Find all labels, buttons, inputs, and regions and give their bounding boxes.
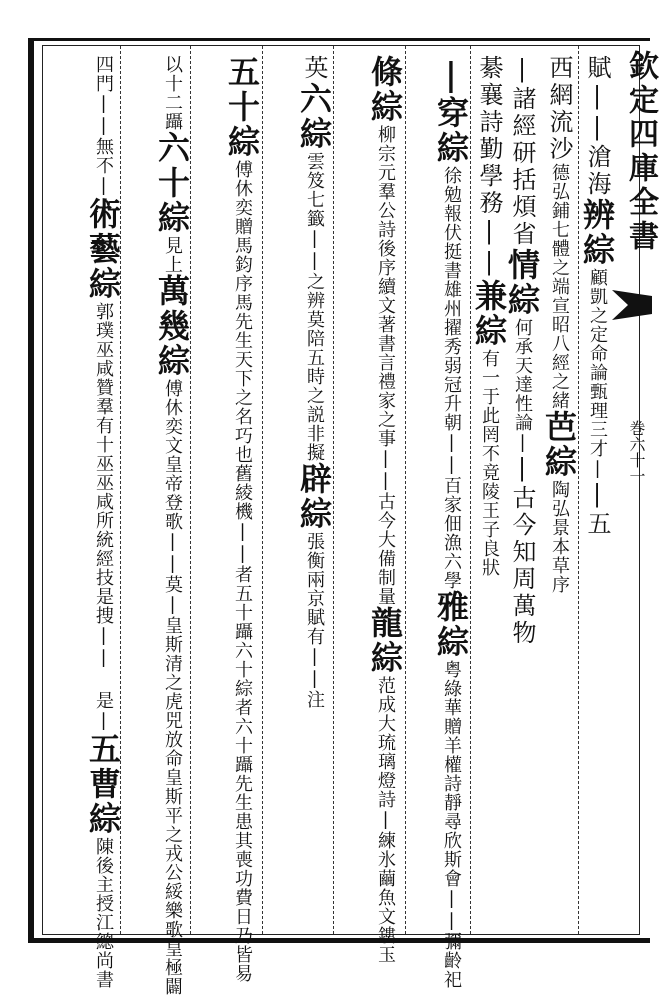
col3-text: |諸經研括煩省 — [508, 55, 536, 248]
col7-heading-2: 辟綜 — [295, 462, 333, 532]
col6-heading: 條綜 — [366, 55, 404, 125]
col4-heading: 兼綜 — [470, 279, 508, 349]
column-divider — [405, 46, 406, 934]
text-column-2 — [540, 55, 576, 920]
col10-tail: 陳後主授江總尚書 — [93, 837, 114, 989]
col9-note: 見上 — [162, 236, 183, 274]
col7-tail: 張衡兩京賦有||注 — [304, 532, 325, 709]
col4-text: 綦襄詩勤學務|| — [475, 55, 503, 279]
col1-tail: |五 — [583, 480, 611, 538]
col10-heading: 術藝綜 — [84, 197, 122, 302]
col7-text: 英 — [300, 55, 328, 82]
column-divider — [333, 46, 334, 934]
col3-tail: |古今知周萬物 — [508, 454, 536, 647]
text-column-1 — [578, 55, 614, 920]
col9-heading: 六十綜 — [153, 131, 191, 236]
column-divider — [470, 46, 471, 934]
col9-text: 以十二躡 — [162, 55, 183, 131]
col4-note: 有一于此罔不竟陵王子良狀 — [479, 349, 500, 577]
col2-text: 西網流沙 — [545, 55, 573, 163]
col5-tail: 粤綠華贈羊權詩靜尋欣斯會||彌齡祀 — [441, 660, 462, 989]
col6-tail: 范成大琉璃燈詩|練氷繭魚文鏤玉 — [375, 676, 396, 964]
text-column-8 — [193, 55, 261, 983]
col2-note: 德弘鋪七體之端宣昭八經之緒 — [549, 163, 570, 410]
text-column-6 — [336, 55, 404, 964]
col9-tail: 傅休奕文皇帝登歌||莫|皇斯清之虎兕放命皇斯平之戎公綏樂歌皇極闢 — [162, 379, 183, 996]
col1-text: 賦||滄海 — [583, 55, 611, 198]
col1-note: 顧凱之定命論甄理三才| — [587, 268, 608, 480]
col7-note: 雲笈七籤||之辨莫陪五時之説非擬 — [304, 152, 325, 462]
col9-heading-2: 萬幾綜 — [153, 274, 191, 379]
col6-heading-2: 龍綜 — [366, 606, 404, 676]
column-divider — [262, 46, 263, 934]
col8-heading: 五十綜 — [223, 55, 261, 160]
text-column-7 — [265, 55, 331, 920]
col1-heading: 辨綜 — [578, 198, 616, 268]
col10-heading-2: 五曹綜 — [84, 732, 122, 837]
margin-title: 欽定四庫全書 — [623, 50, 658, 254]
text-column-4 — [472, 55, 506, 920]
col2-tail: 陶弘景本草序 — [549, 480, 570, 594]
text-column-10 — [50, 55, 122, 989]
col6-note: 柳宗元羣公詩後序續文著書言禮家之事||古今大備制量 — [375, 125, 396, 606]
volume-label: 巻六十一 — [627, 420, 646, 484]
col5-heading: |穿綜 — [432, 55, 470, 166]
col7-heading: 六綜 — [295, 82, 333, 152]
col8-note: 傅休奕贈馬鈞序馬先生天下之名巧也舊綾機||者五十躡六十綜者六十躡先生患其喪功費日乃皆易 — [232, 160, 253, 983]
col10-text-2: 無不| — [93, 137, 114, 197]
col10-text: 四門|| — [93, 55, 114, 137]
col3-heading: 情綜 — [503, 248, 541, 318]
col5-heading-2: 雅綜 — [432, 590, 470, 660]
text-column-5 — [408, 55, 470, 989]
col5-note: 徐勉報伏挺書雄州擢秀弱冠升朝||百家佃漁六學 — [441, 166, 462, 590]
col10-note: 郭璞巫咸贊羣有十巫巫咸所統經技是捜|| 是| — [93, 302, 114, 732]
col2-heading: 芭綜 — [540, 410, 578, 480]
col3-note: 何承天達性論| — [512, 318, 533, 454]
text-column-9 — [123, 55, 191, 996]
text-column-3 — [505, 55, 539, 920]
